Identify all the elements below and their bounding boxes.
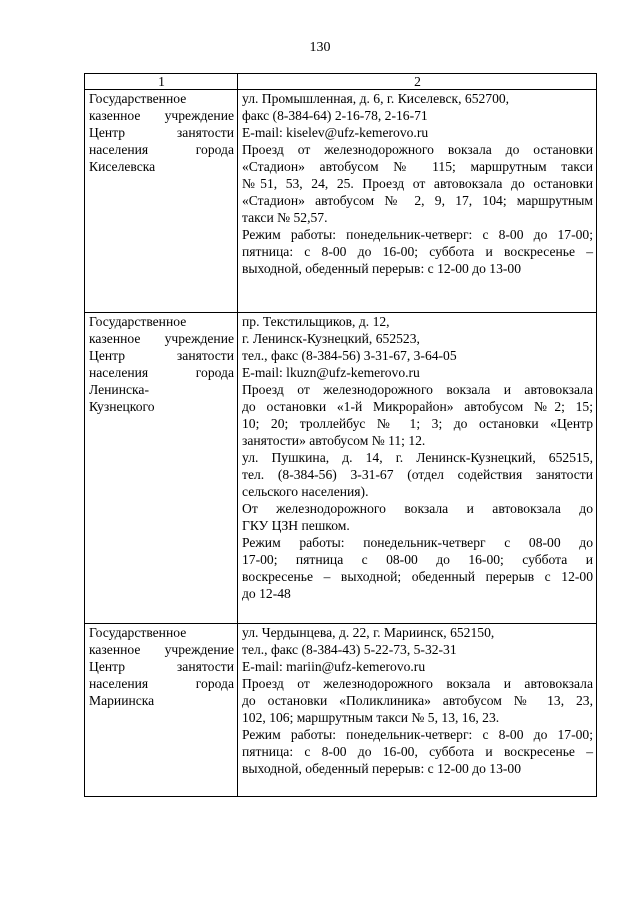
schedule-line: пятница: с 8-00 до 16-00; суббота и воскресенье – — [242, 244, 593, 259]
table-header-row — [85, 74, 597, 90]
details-cell — [238, 313, 597, 624]
detail-line: Проезд от железнодорожного вокзала и автовокзала — [242, 676, 593, 691]
schedule-line: 17-00; пятница с 08-00 до 16-00; суббота и — [242, 552, 593, 567]
table-row — [85, 313, 597, 624]
directory-table — [84, 73, 597, 797]
table-row — [85, 624, 597, 797]
org-line: населения города — [89, 365, 234, 380]
fax-line: факс (8-384-64) 2-16-78, 2-16-71 — [242, 108, 428, 123]
details-cell — [238, 90, 597, 313]
detail-line: №51, 53, 24, 25. Проезд от автовокзала до остановки — [242, 176, 593, 191]
detail-line: такси № 52,57. — [242, 210, 328, 225]
address-line: г. Ленинск-Кузнецкий, 652523, — [242, 331, 420, 346]
detail-line: до остановки «1-й Микрорайон» автобусом №2; 15; — [242, 399, 593, 414]
detail-line: занятости» автобусом № 11; 12. — [242, 433, 426, 448]
schedule-line: выходной, обеденный перерыв: с 12-00 до 13-00 — [242, 761, 522, 776]
org-line: Государственное — [89, 91, 187, 106]
org-line: казенное учреждение — [89, 331, 234, 346]
address-line: ул. Промышленная, д. 6, г. Киселевск, 652700, — [242, 91, 510, 106]
org-line: Государственное — [89, 625, 187, 640]
detail-line: до остановки «Поликлиника» автобусом № 13, 23, — [242, 693, 593, 708]
details-cell — [238, 624, 597, 797]
org-line: Кузнецкого — [89, 399, 155, 414]
schedule-line: выходной, обеденный перерыв: с 12-00 до 13-00 — [242, 261, 522, 276]
org-line: населения города — [89, 676, 234, 691]
address-line: ул. Пушкина, д. 14, г. Ленинск-Кузнецкий, 652515, — [242, 450, 593, 465]
detail-line: «Стадион» автобусом № 115; маршрутным такси — [242, 159, 593, 174]
org-line: казенное учреждение — [89, 108, 234, 123]
detail-line: Проезд от железнодорожного вокзала до остановки — [242, 142, 593, 157]
org-line: казенное учреждение — [89, 642, 234, 657]
org-line: Мариинска — [89, 693, 155, 708]
detail-line: ГКУ ЦЗН пешком. — [242, 518, 350, 533]
org-line: Центр занятости — [89, 348, 234, 363]
email-line: E-mail: mariin@ufz-kemerovo.ru — [242, 659, 426, 674]
column-header-1: 1 — [85, 74, 238, 90]
schedule-line: до 12-48 — [242, 586, 291, 601]
schedule-line: Режим работы: понедельник-четверг: с 8-00 до 17-00; — [242, 227, 593, 242]
detail-line: От железнодорожного вокзала и автовокзала до — [242, 501, 593, 516]
schedule-line: Режим работы: понедельник-четверг: с 8-00 до 17-00; — [242, 727, 593, 742]
address-line: ул. Чердынцева, д. 22, г. Мариинск, 652150, — [242, 625, 495, 640]
schedule-line: воскресенье – выходной; обеденный перерыв с 12-00 — [242, 569, 593, 584]
detail-line: Проезд от железнодорожного вокзала и автовокзала — [242, 382, 593, 397]
org-line: населения города — [89, 142, 234, 157]
detail-line: 102, 106; маршрутным такси № 5, 13, 16, 23. — [242, 710, 500, 725]
phone-line: тел. (8-384-56) 3-31-67 (отдел содействия занятости — [242, 467, 593, 482]
address-line: пр. Текстильщиков, д. 12, — [242, 314, 390, 329]
org-line: Государственное — [89, 314, 187, 329]
org-line: Центр занятости — [89, 125, 234, 140]
org-cell — [85, 624, 238, 797]
table-row — [85, 90, 597, 313]
org-line: Ленинска- — [89, 382, 149, 397]
column-header-2: 2 — [238, 74, 597, 90]
detail-line: сельского населения). — [242, 484, 369, 499]
org-cell — [85, 313, 238, 624]
email-line: E-mail: kiselev@ufz-kemerovo.ru — [242, 125, 429, 140]
org-cell — [85, 90, 238, 313]
org-line: Центр занятости — [89, 659, 234, 674]
page-number: 130 — [309, 40, 331, 55]
email-line: E-mail: lkuzn@ufz-kemerovo.ru — [242, 365, 420, 380]
phone-line: тел., факс (8-384-43) 5-22-73, 5-32-31 — [242, 642, 457, 657]
detail-line: «Стадион» автобусом № 2, 9, 17, 104; маршрутным — [242, 193, 593, 208]
schedule-line: Режим работы: понедельник-четверг с 08-00 до — [242, 535, 593, 550]
detail-line: 10; 20; троллейбус № 1; 3; до остановки «Центр — [242, 416, 593, 431]
phone-line: тел., факс (8-384-56) 3-31-67, 3-64-05 — [242, 348, 457, 363]
schedule-line: пятница: с 8-00 до 16-00, суббота и воскресенье – — [242, 744, 593, 759]
org-line: Киселевска — [89, 159, 156, 174]
